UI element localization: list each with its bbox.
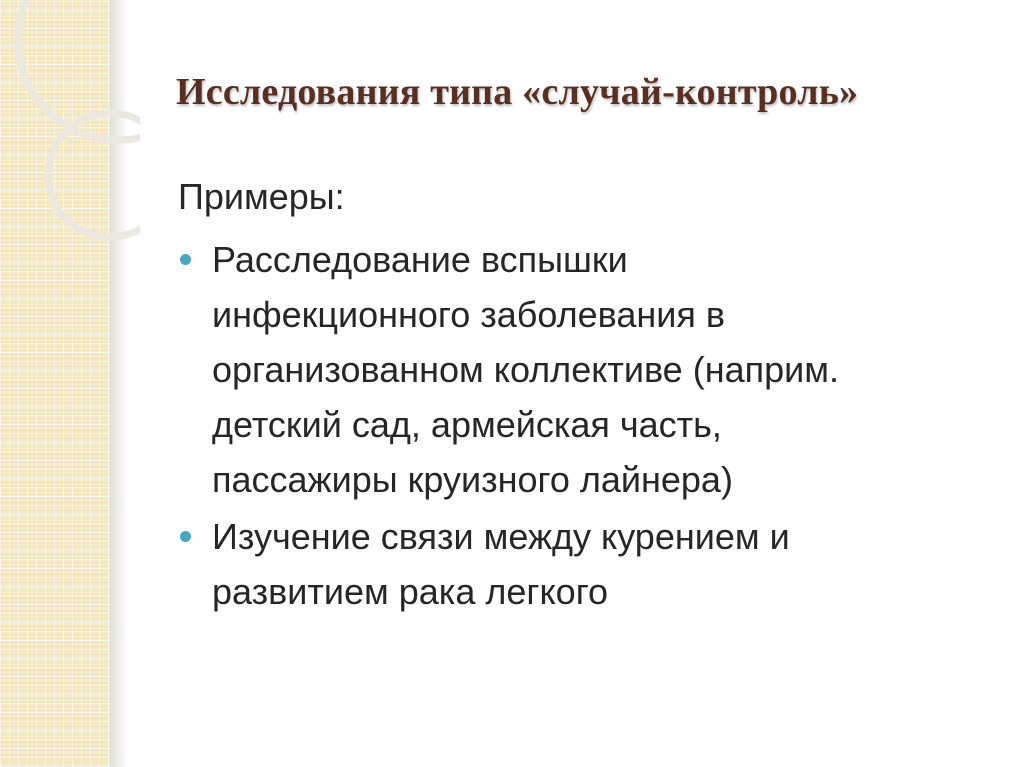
bullet-text (212, 509, 978, 619)
slide-title: Исследования типа «случай-контроль» (176, 71, 859, 113)
ring-decoration-icon (0, 0, 140, 280)
bullet-line: Изучение связи между курением и (212, 516, 790, 557)
bullet-line: пассажиры круизного лайнера) (212, 459, 733, 500)
bullet-dot-icon (180, 254, 191, 265)
ring-inner (48, 113, 140, 237)
bullet-text (212, 232, 978, 507)
bullet-line: развитием рака легкого (212, 571, 609, 612)
bullet-list (178, 232, 978, 621)
bullet-line: детский сад, армейская часть, (212, 404, 722, 445)
bullet-line: инфекционного заболевания в (212, 294, 726, 335)
bullet-line: организованном коллективе (наприм. (212, 349, 839, 390)
bullet-line: Расследование вспышки (212, 239, 628, 280)
bullet-item (178, 509, 978, 619)
bullet-dot-icon (180, 531, 191, 542)
examples-heading: Примеры: (178, 176, 345, 217)
bullet-item (178, 232, 978, 507)
